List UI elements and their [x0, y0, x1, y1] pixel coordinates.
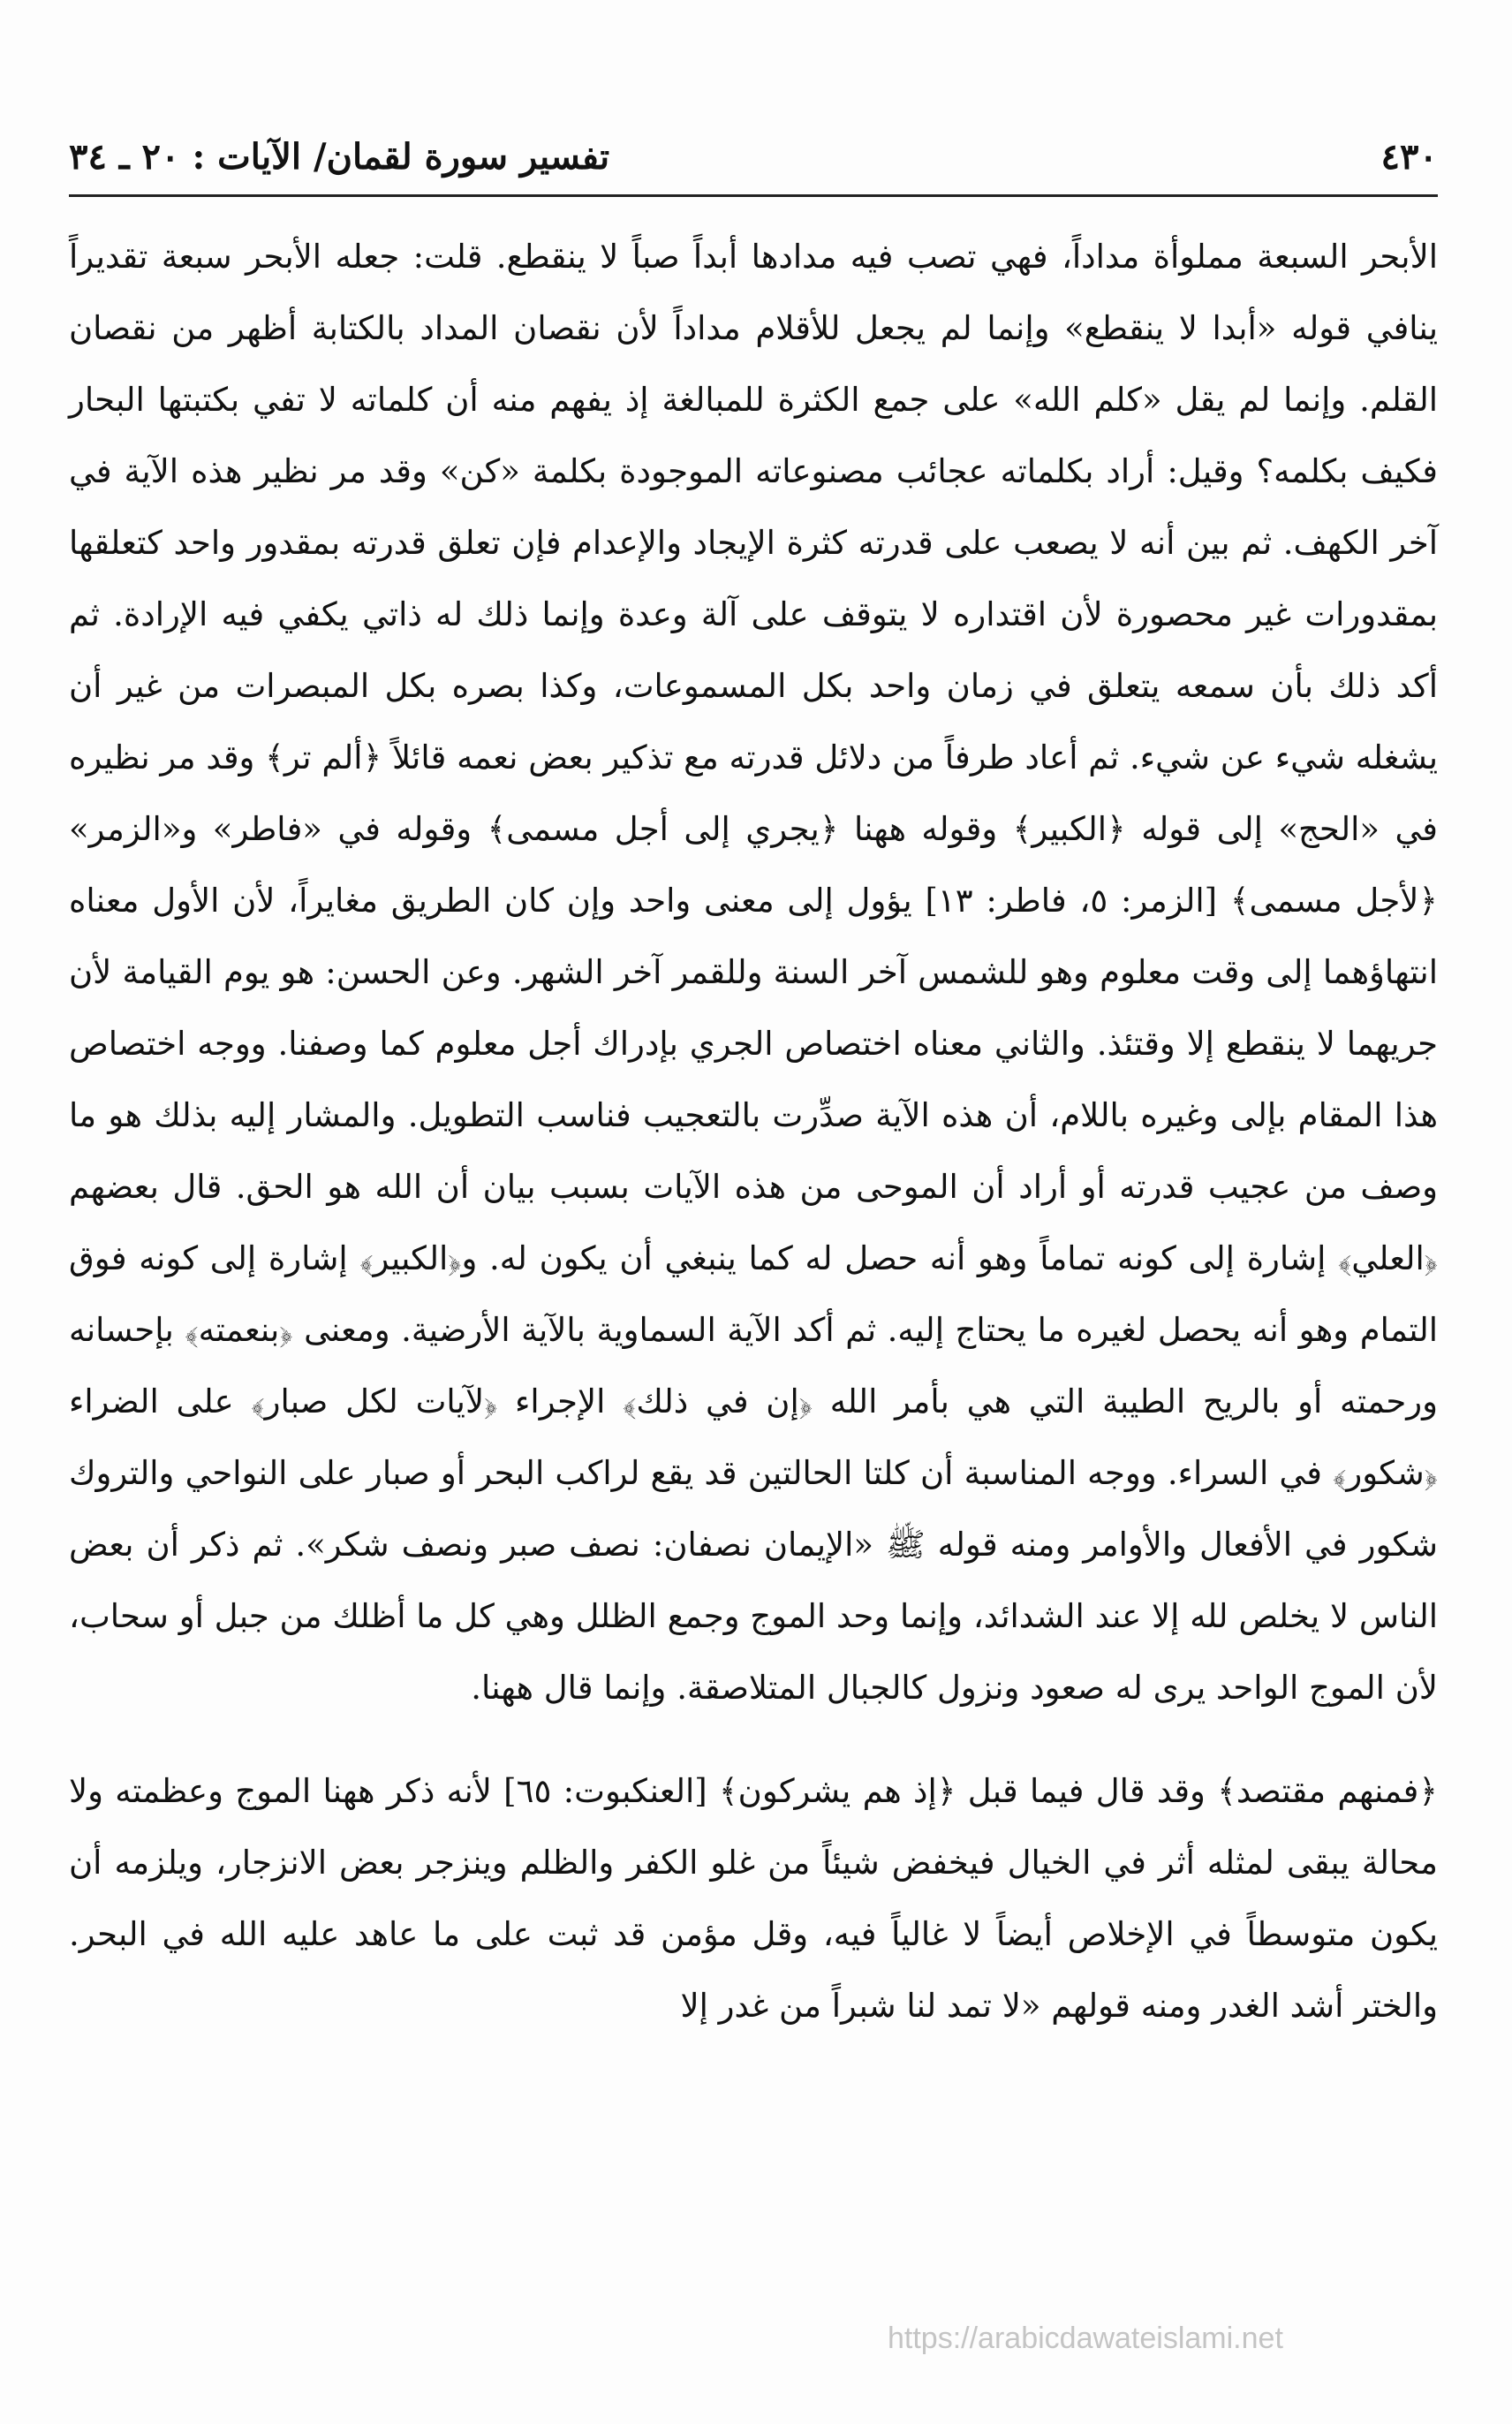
header-divider — [69, 194, 1438, 197]
paragraph: الأبحر السبعة مملوأة مداداً، فهي تصب فيه مدادها أبداً صباً لا ينقطع. قلت: جعله الأبحر سبعة تقديراً ينافي قوله «أبدا لا ينقطع» وإنما لم يجعل للأقلام مداداً لأن نقصان المداد بالكتابة أظهر من نقصان القلم. وإنما لم يقل «كلم الله» على جمع الكثرة للمبالغة إذ يفهم منه أن كلماته لا تفي بكتبتها البحار فكيف بكلمه؟ وقيل: أراد بكلماته عجائب مصنوعاته الموجودة بكلمة «كن» وقد مر نظير هذه الآية في آخر الكهف. ثم بين أنه لا يصعب على قدرته كثرة الإيجاد والإعدام فإن تعلق قدرته بمقدور واحد كتعلقها بمقدورات غير محصورة لأن اقتداره لا يتوقف على آلة وعدة وإنما ذلك له ذاتي يكفي فيه الإرادة. ثم أكد ذلك بأن سمعه يتعلق في زمان واحد بكل المسموعات، وكذا بصره بكل المبصرات من غير أن يشغله شيء عن شيء. ثم أعاد طرفاً من دلائل قدرته مع تذكير بعض نعمه قائلاً ﴿ألم تر﴾ وقد مر نظيره في «الحج» إلى قوله ﴿الكبير﴾ وقوله ههنا ﴿يجري إلى أجل مسمى﴾ وقوله في «فاطر» و«الزمر» ﴿لأجل مسمى﴾ [الزمر: ٥، فاطر: ١٣] يؤول إلى معنى واحد وإن كان الطريق مغايراً، لأن الأول معناه انتهاؤهما إلى وقت معلوم وهو للشمس آخر السنة وللقمر آخر الشهر. وعن الحسن: هو يوم القيامة لأن جريهما لا ينقطع إلا وقتئذ. والثاني معناه اختصاص الجري بإدراك أجل معلوم كما وصفنا. ووجه اختصاص هذا المقام بإلى وغيره باللام، أن هذه الآية صدِّرت بالتعجيب فناسب التطويل. والمشار إليه بذلك هو ما وصف من عجيب قدرته أو أراد أن الموحى من هذه الآيات بسبب بيان أن الله هو الحق. قال بعضهم ﴿العلي﴾ إشارة إلى كونه تماماً وهو أنه حصل له كما ينبغي أن يكون له. و﴿الكبير﴾ إشارة إلى كونه فوق التمام وهو أنه يحصل لغيره ما يحتاج إليه. ثم أكد الآية السماوية بالآية الأرضية. ومعنى ﴿بنعمته﴾ بإحسانه ورحمته أو بالريح الطيبة التي هي بأمر الله ﴿إن في ذلك﴾ الإجراء ﴿لآيات لكل صبار﴾ على الضراء ﴿شكور﴾ في السراء. ووجه المناسبة أن كلتا الحالتين قد يقع لراكب البحر أو صبار على النواحي والتروك شكور في الأفعال والأوامر ومنه قوله ﷺ «الإيمان نصفان: نصف صبر ونصف شكر». ثم ذكر أن بعض الناس لا يخلص لله إلا عند الشدائد، وإنما وحد الموج وجمع الظلل وهي كل ما أظلك من جبل أو سحاب، لأن الموج الواحد يرى له صعود ونزول كالجبال المتلاصقة. وإنما قال ههنا. — [69, 238, 1438, 1707]
paragraph: ﴿فمنهم مقتصد﴾ وقد قال فيما قبل ﴿إذ هم يشركون﴾ [العنكبوت: ٦٥] لأنه ذكر ههنا الموج وعظمته ولا محالة يبقى لمثله أثر في الخيال فيخفض شيئاً من غلو الكفر والظلم وينزجر بعض الانزجار، ويلزمه أن يكون متوسطاً في الإخلاص أيضاً لا غالياً فيه، وقل مؤمن قد ثبت على ما عاهد عليه الله في البحر. والختر أشد الغدر ومنه قولهم «لا تمد لنا شبراً من غدر إلا — [69, 1772, 1438, 2025]
watermark-url: https://arabicdawateislami.net — [888, 2322, 1283, 2355]
page-number: ٤٣٠ — [1380, 136, 1438, 178]
page-body — [69, 221, 1438, 2041]
page-header — [69, 133, 1438, 194]
running-title: تفسير سورة لقمان/ الآيات : ٢٠ ـ ٣٤ — [69, 136, 610, 178]
